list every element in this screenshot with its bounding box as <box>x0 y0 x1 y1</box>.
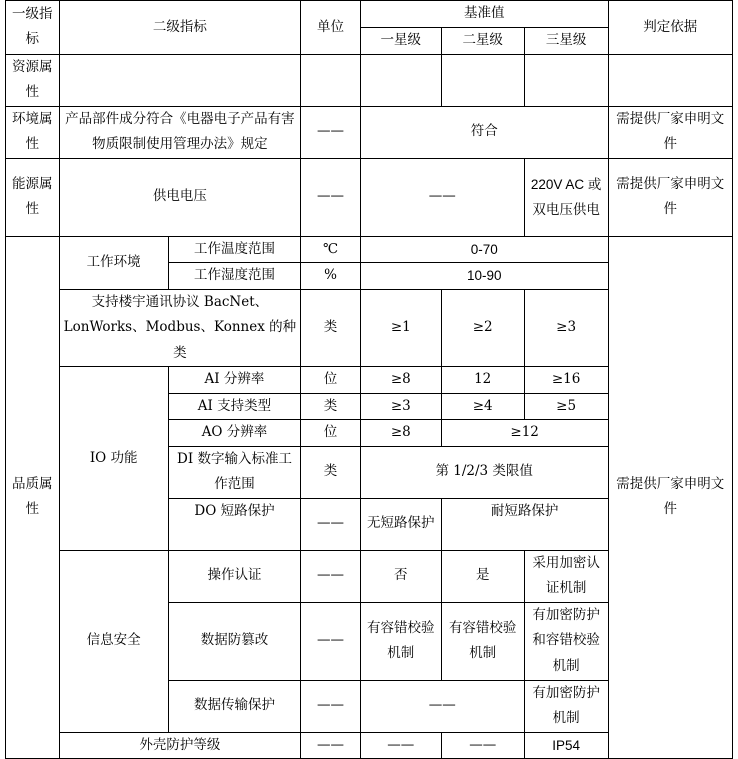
header-star2: 二星级 <box>441 28 524 55</box>
tamper-item: 数据防篡改 <box>168 602 300 680</box>
header-basis: 判定依据 <box>608 1 732 55</box>
auth-unit: —— <box>301 550 361 602</box>
energy-basis: 需提供厂家申明文件 <box>608 158 732 236</box>
temp-item: 工作温度范围 <box>168 236 300 263</box>
energy-star12: —— <box>360 158 524 236</box>
environment-label: 环境属性 <box>6 106 60 158</box>
auth-item: 操作认证 <box>168 550 300 602</box>
auth-star3: 采用加密认证机制 <box>524 550 608 602</box>
protocol-unit: 类 <box>301 289 361 367</box>
tamper-unit: —— <box>301 602 361 680</box>
ai-res-star1: ≥8 <box>360 367 441 394</box>
energy-item: 供电电压 <box>59 158 301 236</box>
ai-res-star2: 12 <box>441 367 524 394</box>
resource-label: 资源属性 <box>6 54 60 106</box>
auth-star2: 是 <box>441 550 524 602</box>
ai-types-star2: ≥4 <box>441 393 524 420</box>
protocol-star1: ≥1 <box>360 289 441 367</box>
enclosure-star2: —— <box>441 732 524 759</box>
resource-star3 <box>524 54 608 106</box>
environment-item: 产品部件成分符合《电器电子产品有害物质限制使用管理办法》规定 <box>59 106 301 158</box>
di-unit: 类 <box>301 446 361 498</box>
ao-res-unit: 位 <box>301 420 361 447</box>
work-env-label: 工作环境 <box>59 236 168 289</box>
energy-unit: —— <box>301 158 361 236</box>
ai-res-item: AI 分辨率 <box>168 367 300 394</box>
do-unit: —— <box>301 498 361 550</box>
ai-types-star1: ≥3 <box>360 393 441 420</box>
ai-types-star3: ≥5 <box>524 393 608 420</box>
environment-value: 符合 <box>360 106 608 158</box>
header-star3: 三星级 <box>524 28 608 55</box>
resource-item <box>59 54 301 106</box>
resource-basis <box>608 54 732 106</box>
ao-res-star23: ≥12 <box>441 420 608 447</box>
environment-basis: 需提供厂家申明文件 <box>608 106 732 158</box>
di-item: DI 数字输入标准工作范围 <box>168 446 300 498</box>
resource-unit <box>301 54 361 106</box>
humidity-item: 工作湿度范围 <box>168 263 300 290</box>
enclosure-star3: IP54 <box>524 732 608 759</box>
transfer-star3: 有加密防护机制 <box>524 680 608 732</box>
do-star1: 无短路保护 <box>360 498 441 550</box>
evaluation-criteria-table <box>5 0 733 759</box>
environment-unit: —— <box>301 106 361 158</box>
header-level1: 一级指标 <box>6 1 60 55</box>
header-baseline: 基准值 <box>360 1 608 28</box>
tamper-star3: 有加密防护和容错校验机制 <box>524 602 608 680</box>
temp-unit: ℃ <box>301 236 361 263</box>
ai-types-item: AI 支持类型 <box>168 393 300 420</box>
transfer-star12: —— <box>360 680 524 732</box>
energy-label: 能源属性 <box>6 158 60 236</box>
io-label: IO 功能 <box>59 367 168 551</box>
ai-types-unit: 类 <box>301 393 361 420</box>
enclosure-star1: —— <box>360 732 441 759</box>
enclosure-item: 外壳防护等级 <box>59 732 301 759</box>
protocol-star3: ≥3 <box>524 289 608 367</box>
humidity-unit: % <box>301 263 361 290</box>
ai-res-unit: 位 <box>301 367 361 394</box>
humidity-value: 10-90 <box>360 263 608 290</box>
quality-label: 品质属性 <box>6 236 60 759</box>
energy-star3: 220V AC 或双电压供电 <box>524 158 608 236</box>
do-item: DO 短路保护 <box>168 498 300 550</box>
transfer-unit: —— <box>301 680 361 732</box>
header-star1: 一星级 <box>360 28 441 55</box>
temp-value: 0-70 <box>360 236 608 263</box>
ao-res-star1: ≥8 <box>360 420 441 447</box>
di-value: 第 1/2/3 类限值 <box>360 446 608 498</box>
quality-basis: 需提供厂家申明文件 <box>608 236 732 759</box>
protocol-star2: ≥2 <box>441 289 524 367</box>
transfer-item: 数据传输保护 <box>168 680 300 732</box>
header-level2: 二级指标 <box>59 1 301 55</box>
ai-res-star3: ≥16 <box>524 367 608 394</box>
do-star23: 耐短路保护 <box>441 498 608 550</box>
auth-star1: 否 <box>360 550 441 602</box>
tamper-star2: 有容错校验机制 <box>441 602 524 680</box>
header-unit: 单位 <box>301 1 361 55</box>
ao-res-item: AO 分辨率 <box>168 420 300 447</box>
enclosure-unit: —— <box>301 732 361 759</box>
protocol-item: 支持楼宇通讯协议 BacNet、LonWorks、Modbus、Konnex 的种类 <box>59 289 301 367</box>
tamper-star1: 有容错校验机制 <box>360 602 441 680</box>
security-label: 信息安全 <box>59 550 168 732</box>
resource-star2 <box>441 54 524 106</box>
resource-star1 <box>360 54 441 106</box>
